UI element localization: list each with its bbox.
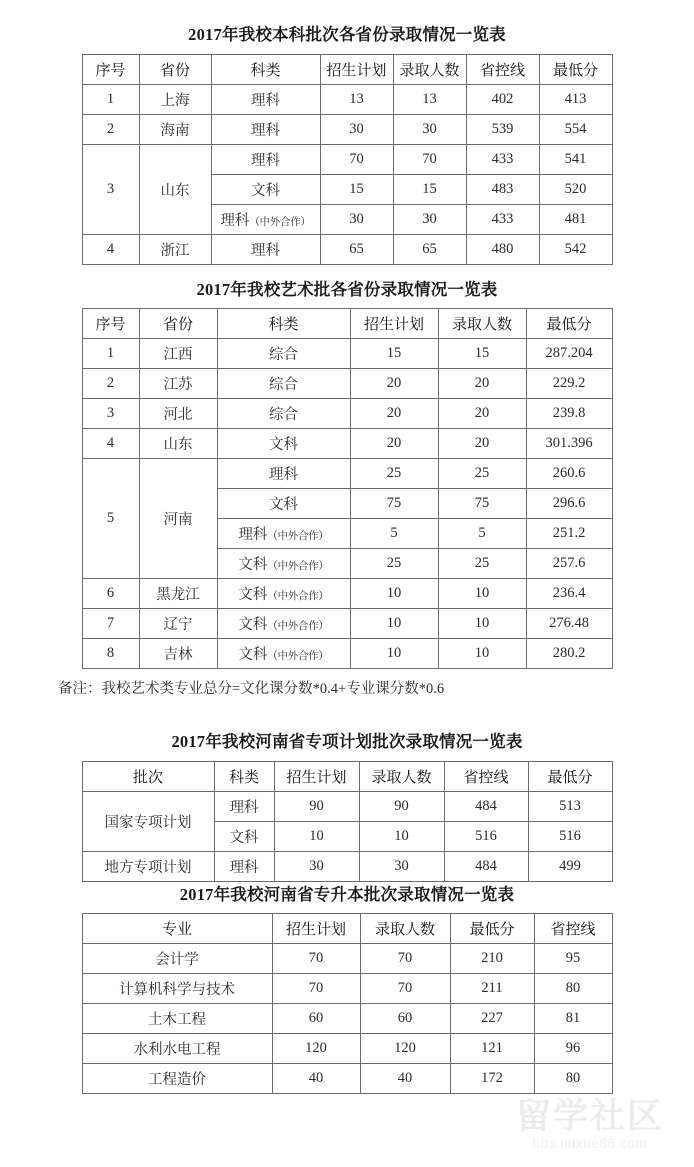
col-header-category: 科类	[214, 762, 274, 792]
col-header-seq: 序号	[82, 55, 139, 85]
cell-plan: 60	[272, 1004, 360, 1034]
table-row	[82, 609, 612, 639]
cell-category: 理科	[217, 459, 350, 489]
cell-seq: 1	[82, 85, 139, 115]
cell-category-sub: （中外合作）	[267, 531, 329, 542]
cell-minscore: 516	[528, 822, 612, 852]
cell-province: 江西	[139, 339, 217, 369]
cell-category-main: 理科	[238, 527, 268, 543]
cell-seq: 2	[82, 115, 139, 145]
cell-admitted: 40	[360, 1064, 450, 1094]
cell-admitted: 70	[393, 145, 466, 175]
table-row	[82, 115, 612, 145]
cell-category: 理科	[214, 792, 274, 822]
table-row	[82, 235, 612, 265]
cell-province: 山东	[139, 429, 217, 459]
cell-plan: 30	[320, 205, 393, 235]
cell-baseline: 96	[534, 1034, 612, 1064]
cell-category: 理科	[211, 85, 320, 115]
col-header-plan: 招生计划	[350, 309, 438, 339]
cell-admitted: 120	[360, 1034, 450, 1064]
cell-seq: 6	[82, 579, 139, 609]
col-header-minscore: 最低分	[450, 914, 534, 944]
cell-category	[211, 205, 320, 235]
cell-minscore: 554	[539, 115, 612, 145]
cell-admitted: 30	[359, 852, 444, 882]
cell-admitted: 20	[438, 429, 526, 459]
cell-province: 辽宁	[139, 609, 217, 639]
table-header-row	[82, 309, 612, 339]
cell-admitted: 70	[360, 944, 450, 974]
cell-baseline: 433	[466, 145, 539, 175]
cell-plan: 65	[320, 235, 393, 265]
cell-category: 理科	[211, 145, 320, 175]
cell-admitted: 65	[393, 235, 466, 265]
watermark-url-text: bbs.liuxue86.com	[532, 1136, 648, 1151]
col-header-admitted: 录取人数	[360, 914, 450, 944]
table-art-batch	[82, 308, 613, 669]
cell-minscore: 210	[450, 944, 534, 974]
table-title-henan-special-plan: 2017年我校河南省专项计划批次录取情况一览表	[171, 732, 523, 751]
cell-category: 理科	[211, 115, 320, 145]
cell-major: 计算机科学与技术	[82, 974, 272, 1004]
cell-plan: 30	[320, 115, 393, 145]
cell-plan: 90	[274, 792, 359, 822]
cell-plan: 15	[320, 175, 393, 205]
cell-category-main: 文科	[238, 647, 268, 663]
cell-admitted: 15	[438, 339, 526, 369]
cell-minscore: 287.204	[526, 339, 612, 369]
cell-plan: 70	[272, 944, 360, 974]
cell-category	[217, 549, 350, 579]
table-row	[82, 429, 612, 459]
col-header-admitted: 录取人数	[359, 762, 444, 792]
cell-plan: 13	[320, 85, 393, 115]
cell-seq: 5	[82, 459, 139, 579]
table-art-batch-wrapper	[0, 308, 694, 669]
cell-admitted: 10	[438, 579, 526, 609]
cell-minscore: 542	[539, 235, 612, 265]
cell-minscore: 257.6	[526, 549, 612, 579]
cell-category	[217, 639, 350, 669]
table-row	[82, 852, 612, 882]
cell-baseline: 80	[534, 974, 612, 1004]
cell-category-main: 文科	[238, 617, 268, 633]
table-art-batch-note: 备注：我校艺术类专业总分=文化课分数*0.4+专业课分数*0.6	[58, 681, 445, 697]
table-row	[82, 369, 612, 399]
cell-category: 综合	[217, 369, 350, 399]
cell-province: 吉林	[139, 639, 217, 669]
cell-admitted: 20	[438, 369, 526, 399]
cell-minscore: 296.6	[526, 489, 612, 519]
cell-plan: 40	[272, 1064, 360, 1094]
cell-category-sub: （中外合作）	[267, 561, 329, 572]
table-header-row	[82, 914, 612, 944]
cell-plan: 10	[350, 639, 438, 669]
col-header-category: 科类	[211, 55, 320, 85]
cell-province: 上海	[139, 85, 211, 115]
cell-province: 江苏	[139, 369, 217, 399]
cell-province: 海南	[139, 115, 211, 145]
cell-seq: 3	[82, 145, 139, 235]
table-row	[82, 85, 612, 115]
cell-category-sub: （中外合作）	[267, 591, 329, 602]
cell-minscore: 251.2	[526, 519, 612, 549]
cell-category-sub: （中外合作）	[267, 621, 329, 632]
table-undergraduate-batch	[82, 54, 613, 265]
cell-category-main: 文科	[238, 557, 268, 573]
cell-minscore: 227	[450, 1004, 534, 1034]
cell-category: 综合	[217, 399, 350, 429]
cell-plan: 15	[350, 339, 438, 369]
cell-admitted: 70	[360, 974, 450, 1004]
cell-seq: 7	[82, 609, 139, 639]
cell-seq: 4	[82, 429, 139, 459]
cell-plan: 20	[350, 369, 438, 399]
cell-category	[217, 519, 350, 549]
table-henan-special-plan-wrapper	[0, 761, 694, 882]
cell-plan: 5	[350, 519, 438, 549]
cell-category: 综合	[217, 339, 350, 369]
cell-plan: 70	[272, 974, 360, 1004]
col-header-admitted: 录取人数	[393, 55, 466, 85]
cell-minscore: 211	[450, 974, 534, 1004]
cell-category: 文科	[217, 489, 350, 519]
cell-province: 浙江	[139, 235, 211, 265]
cell-minscore: 499	[528, 852, 612, 882]
col-header-province: 省份	[139, 55, 211, 85]
cell-baseline: 483	[466, 175, 539, 205]
cell-baseline: 402	[466, 85, 539, 115]
cell-category-main: 文科	[238, 587, 268, 603]
col-header-plan: 招生计划	[272, 914, 360, 944]
cell-province: 山东	[139, 145, 211, 235]
col-header-category: 科类	[217, 309, 350, 339]
cell-baseline: 484	[444, 852, 528, 882]
cell-plan: 75	[350, 489, 438, 519]
cell-minscore: 172	[450, 1064, 534, 1094]
table-title-henan-zhuanshengben: 2017年我校河南省专升本批次录取情况一览表	[179, 885, 515, 904]
cell-admitted: 15	[393, 175, 466, 205]
cell-category: 理科	[211, 235, 320, 265]
cell-admitted: 60	[360, 1004, 450, 1034]
table-header-row	[82, 762, 612, 792]
cell-minscore: 239.8	[526, 399, 612, 429]
col-header-plan: 招生计划	[320, 55, 393, 85]
cell-major: 会计学	[82, 944, 272, 974]
cell-plan: 10	[350, 579, 438, 609]
cell-category	[217, 609, 350, 639]
table-undergraduate-batch-wrapper	[0, 54, 694, 265]
cell-plan: 10	[274, 822, 359, 852]
table-row	[82, 639, 612, 669]
cell-seq: 4	[82, 235, 139, 265]
col-header-major: 专业	[82, 914, 272, 944]
col-header-baseline: 省控线	[444, 762, 528, 792]
cell-minscore: 280.2	[526, 639, 612, 669]
cell-minscore: 121	[450, 1034, 534, 1064]
cell-seq: 2	[82, 369, 139, 399]
col-header-minscore: 最低分	[526, 309, 612, 339]
table-row	[82, 944, 612, 974]
col-header-province: 省份	[139, 309, 217, 339]
cell-category-main: 理科	[220, 213, 250, 229]
cell-baseline: 95	[534, 944, 612, 974]
cell-province: 河北	[139, 399, 217, 429]
table-row	[82, 1004, 612, 1034]
table-henan-zhuanshengben	[82, 913, 613, 1094]
cell-admitted: 10	[359, 822, 444, 852]
cell-baseline: 539	[466, 115, 539, 145]
cell-plan: 25	[350, 549, 438, 579]
cell-major: 工程造价	[82, 1064, 272, 1094]
cell-category-sub: （中外合作）	[249, 217, 311, 228]
cell-minscore: 236.4	[526, 579, 612, 609]
cell-category-sub: （中外合作）	[267, 651, 329, 662]
cell-category	[217, 579, 350, 609]
cell-plan: 20	[350, 399, 438, 429]
table-row	[82, 579, 612, 609]
col-header-plan: 招生计划	[274, 762, 359, 792]
col-header-admitted: 录取人数	[438, 309, 526, 339]
cell-baseline: 484	[444, 792, 528, 822]
table-row	[82, 399, 612, 429]
table-title-undergraduate-batch: 2017年我校本科批次各省份录取情况一览表	[188, 25, 506, 44]
cell-plan: 25	[350, 459, 438, 489]
cell-province: 黑龙江	[139, 579, 217, 609]
cell-baseline: 516	[444, 822, 528, 852]
cell-major: 水利水电工程	[82, 1034, 272, 1064]
table-henan-special-plan	[82, 761, 613, 882]
table-row	[82, 974, 612, 1004]
cell-admitted: 20	[438, 399, 526, 429]
cell-plan: 120	[272, 1034, 360, 1064]
cell-minscore: 481	[539, 205, 612, 235]
cell-admitted: 75	[438, 489, 526, 519]
cell-category: 文科	[217, 429, 350, 459]
table-row	[82, 792, 612, 822]
table-henan-zhuanshengben-wrapper	[0, 913, 694, 1094]
cell-plan: 20	[350, 429, 438, 459]
cell-plan: 70	[320, 145, 393, 175]
cell-category: 理科	[214, 852, 274, 882]
cell-minscore: 260.6	[526, 459, 612, 489]
table-header-row	[82, 55, 612, 85]
table-row	[82, 459, 612, 489]
cell-admitted: 25	[438, 459, 526, 489]
cell-admitted: 5	[438, 519, 526, 549]
cell-minscore: 513	[528, 792, 612, 822]
cell-seq: 3	[82, 399, 139, 429]
cell-major: 土木工程	[82, 1004, 272, 1034]
cell-minscore: 301.396	[526, 429, 612, 459]
cell-seq: 1	[82, 339, 139, 369]
cell-baseline: 433	[466, 205, 539, 235]
cell-baseline: 480	[466, 235, 539, 265]
cell-admitted: 30	[393, 205, 466, 235]
cell-admitted: 13	[393, 85, 466, 115]
cell-minscore: 413	[539, 85, 612, 115]
cell-baseline: 80	[534, 1064, 612, 1094]
table-row	[82, 1034, 612, 1064]
col-header-baseline: 省控线	[534, 914, 612, 944]
col-header-batch: 批次	[82, 762, 214, 792]
table-row	[82, 339, 612, 369]
cell-admitted: 30	[393, 115, 466, 145]
table-title-art-batch: 2017年我校艺术批各省份录取情况一览表	[196, 280, 498, 299]
col-header-minscore: 最低分	[539, 55, 612, 85]
cell-category: 文科	[214, 822, 274, 852]
col-header-baseline: 省控线	[466, 55, 539, 85]
watermark-logo-text: 留学社区	[515, 1097, 664, 1136]
cell-plan: 10	[350, 609, 438, 639]
table-row	[82, 145, 612, 175]
cell-minscore: 229.2	[526, 369, 612, 399]
cell-province: 河南	[139, 459, 217, 579]
cell-plan: 30	[274, 852, 359, 882]
cell-category: 文科	[211, 175, 320, 205]
cell-batch: 国家专项计划	[82, 792, 214, 852]
cell-minscore: 276.48	[526, 609, 612, 639]
cell-minscore: 520	[539, 175, 612, 205]
cell-batch: 地方专项计划	[82, 852, 214, 882]
cell-admitted: 25	[438, 549, 526, 579]
col-header-minscore: 最低分	[528, 762, 612, 792]
cell-baseline: 81	[534, 1004, 612, 1034]
cell-admitted: 90	[359, 792, 444, 822]
cell-seq: 8	[82, 639, 139, 669]
cell-admitted: 10	[438, 609, 526, 639]
col-header-seq: 序号	[82, 309, 139, 339]
table-row	[82, 1064, 612, 1094]
cell-admitted: 10	[438, 639, 526, 669]
site-watermark	[500, 1099, 680, 1161]
cell-minscore: 541	[539, 145, 612, 175]
